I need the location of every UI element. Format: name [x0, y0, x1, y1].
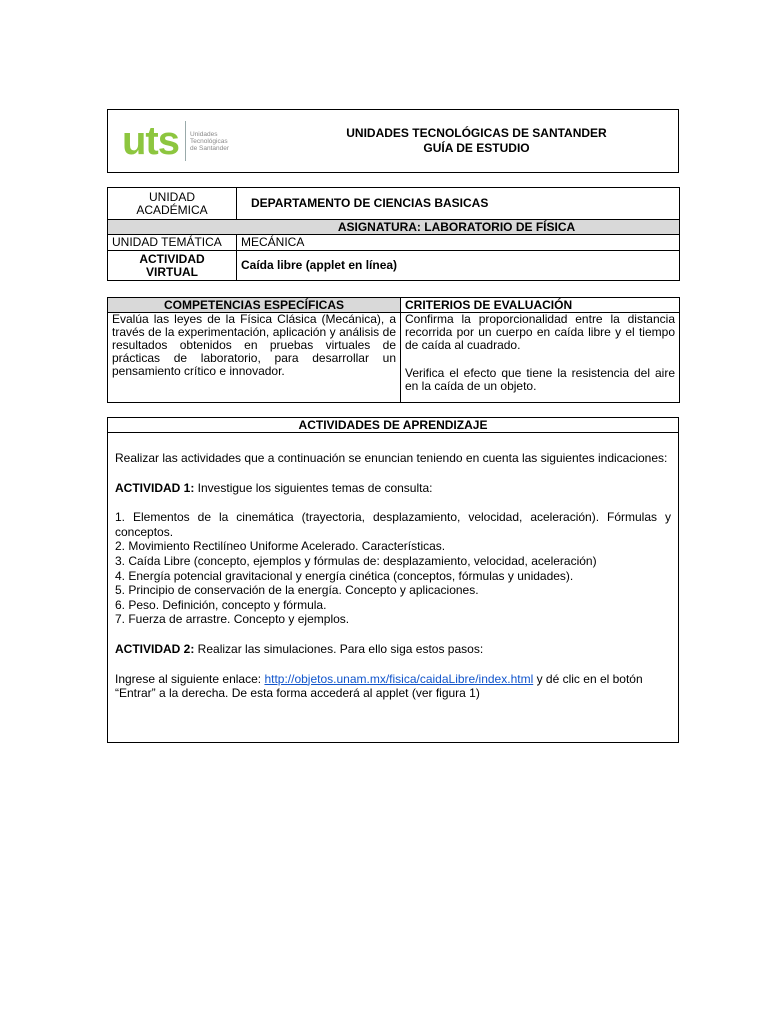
- course-info-table: [107, 187, 680, 281]
- competencias-header: COMPETENCIAS ESPECÍFICAS: [108, 298, 401, 313]
- logo-wordmark: uts: [122, 119, 179, 163]
- criterios-header: CRITERIOS DE EVALUACIÓN: [401, 298, 680, 313]
- list-item: 1. Elementos de la cinemática (trayectoria, desplazamiento, velocidad, aceleración). Fórmulas y conceptos.: [115, 510, 671, 539]
- actividades-header: ACTIVIDADES DE APRENDIZAJE: [108, 418, 679, 433]
- list-item: 4. Energía potencial gravitacional y energía cinética (conceptos, fórmulas y unidades).: [115, 568, 574, 583]
- actividad-value: Caída libre (applet en línea): [237, 251, 680, 281]
- actividades-body: [108, 433, 679, 743]
- actividad-1: ACTIVIDAD 1: Investigue los siguientes temas de consulta:: [115, 480, 433, 495]
- unidad-value: DEPARTAMENTO DE CIENCIAS BASICAS: [237, 188, 680, 220]
- actividad-2: ACTIVIDAD 2: Realizar las simulaciones. Para ello siga estos pasos:: [115, 641, 484, 656]
- unidad-label: UNIDAD ACADÉMICA: [108, 188, 237, 220]
- guide-title: GUÍA DE ESTUDIO: [423, 141, 530, 155]
- actividades-table: [107, 417, 679, 743]
- list-item: 6. Peso. Definición, concepto y fórmula.: [115, 597, 327, 612]
- intro-text: Realizar las actividades que a continuación se enuncian teniendo en cuenta las siguientes indicaciones:: [115, 451, 668, 465]
- tematica-value: MECÁNICA: [237, 235, 680, 251]
- asignatura: ASIGNATURA: LABORATORIO DE FÍSICA: [108, 220, 680, 235]
- list-item: 5. Principio de conservación de la energía. Concepto y aplicaciones.: [115, 583, 479, 598]
- actividad-label: ACTIVIDAD VIRTUAL: [108, 251, 237, 281]
- logo-subtitle: Unidades Tecnológicas de Santander: [190, 130, 230, 152]
- criterios-text: Confirma la proporcionalidad entre la distancia recorrida por un cuerpo en caída libre y el tiempo de caída al cuadrado. Verifica el efecto que tiene la resistencia del aire en la caída de un objeto.: [401, 313, 680, 403]
- list-item: 3. Caída Libre (concepto, ejemplos y fórmulas de: desplazamiento, velocidad, aceleración): [115, 553, 597, 568]
- competencias-table: [107, 297, 680, 403]
- topic-list: [115, 510, 671, 627]
- uts-logo: [108, 110, 263, 172]
- competencias-text: Evalúa las leyes de la Física Clásica (Mecánica), a través de la experimentación, aplicación y análisis de resultados obtenidos en pruebas virtuales de prácticas de laboratorio, para desarrollar un pensamiento crítico e innovador.: [108, 313, 401, 403]
- tematica-label: UNIDAD TEMÁTICA: [108, 235, 237, 251]
- document-header: [107, 109, 679, 173]
- enlace-paragraph: Ingrese al siguiente enlace: http://objetos.unam.mx/fisica/caidaLibre/index.html y dé clic en el botón “Entrar” a la derecha. De esta forma accederá al applet (ver figura 1): [115, 671, 643, 701]
- applet-link[interactable]: http://objetos.unam.mx/fisica/caidaLibre/index.html: [264, 671, 534, 686]
- list-item: 2. Movimiento Rectilíneo Uniforme Acelerado. Características.: [115, 539, 446, 554]
- logo-divider: [185, 121, 186, 161]
- header-title: [263, 110, 678, 172]
- institution-name: UNIDADES TECNOLÓGICAS DE SANTANDER: [346, 126, 607, 140]
- list-item: 7. Fuerza de arrastre. Concepto y ejemplos.: [115, 612, 350, 627]
